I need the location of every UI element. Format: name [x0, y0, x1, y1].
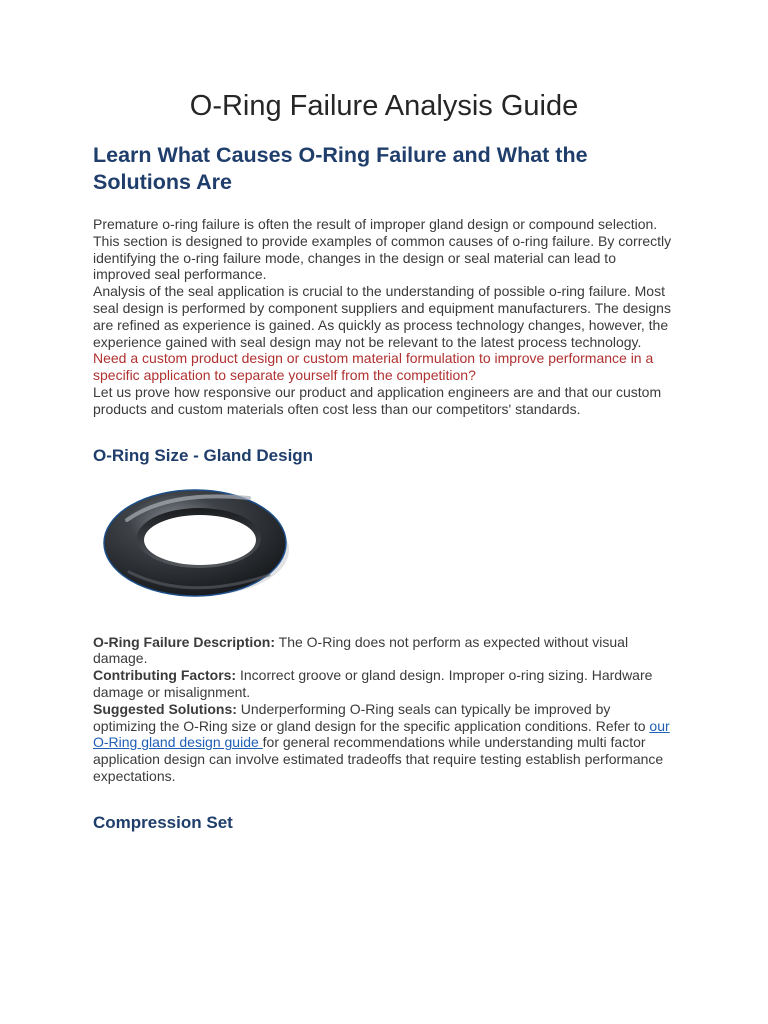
gland-details [93, 634, 675, 785]
custom-design-callout: Need a custom product design or custom material formulation to improve performance in a specific application to separate yourself from the competition? [93, 350, 654, 384]
intro-section [93, 216, 675, 418]
suggested-solutions-tail: for general recommendations while understanding multi factor application design can involve estimated tradeoffs that require testing establish performance expectations. [93, 734, 664, 784]
intro-paragraph-1: Premature o-ring failure is often the result of improper gland design or compound selection. This section is designed to provide examples of common causes of o-ring failure. By correctly identifying the o-ring failure mode, changes in the design or seal material can lead to improved seal performance. [93, 216, 672, 283]
o-ring-image [99, 480, 295, 604]
o-ring-icon [99, 480, 295, 604]
page-title: O-Ring Failure Analysis Guide [189, 90, 579, 122]
intro-paragraph-4: Let us prove how responsive our product and application engineers are and that our custom products and custom materials often cost less than our competitors' standards. [93, 383, 662, 417]
suggested-solutions-text: Underperforming O-Ring seals can typically be improved by optimizing the O-Ring size or gland design for the specific application conditions. Refer to [93, 700, 650, 734]
failure-description [93, 634, 675, 668]
failure-description-text: The O-Ring does not perform as expected without visual damage. [93, 633, 629, 667]
intro-paragraph-2: Analysis of the seal application is crucial to the understanding of possible o-ring failure. Most seal design is performed by component suppliers and equipment manufacturers. The designs are refined as experience is gained. As quickly as process technology changes, however, the experience gained with seal design may not be relevant to the latest process technology. [93, 283, 671, 350]
suggested-solutions-label: Suggested Solutions: [93, 700, 237, 717]
compression-set-heading: Compression Set [93, 812, 233, 832]
suggested-solutions [93, 701, 675, 785]
section-subtitle: Learn What Causes O-Ring Failure and What the Solutions Are [93, 143, 588, 194]
contributing-factors-label: Contributing Factors: [93, 667, 237, 684]
contributing-factors [93, 667, 675, 701]
contributing-factors-text: Incorrect groove or gland design. Improper o-ring sizing. Hardware damage or misalignment. [93, 667, 653, 700]
gland-design-heading: O-Ring Size - Gland Design [93, 445, 314, 465]
failure-description-label: O-Ring Failure Description: [93, 633, 276, 650]
gland-design-guide-link[interactable]: our O-Ring gland design guide [93, 717, 670, 751]
